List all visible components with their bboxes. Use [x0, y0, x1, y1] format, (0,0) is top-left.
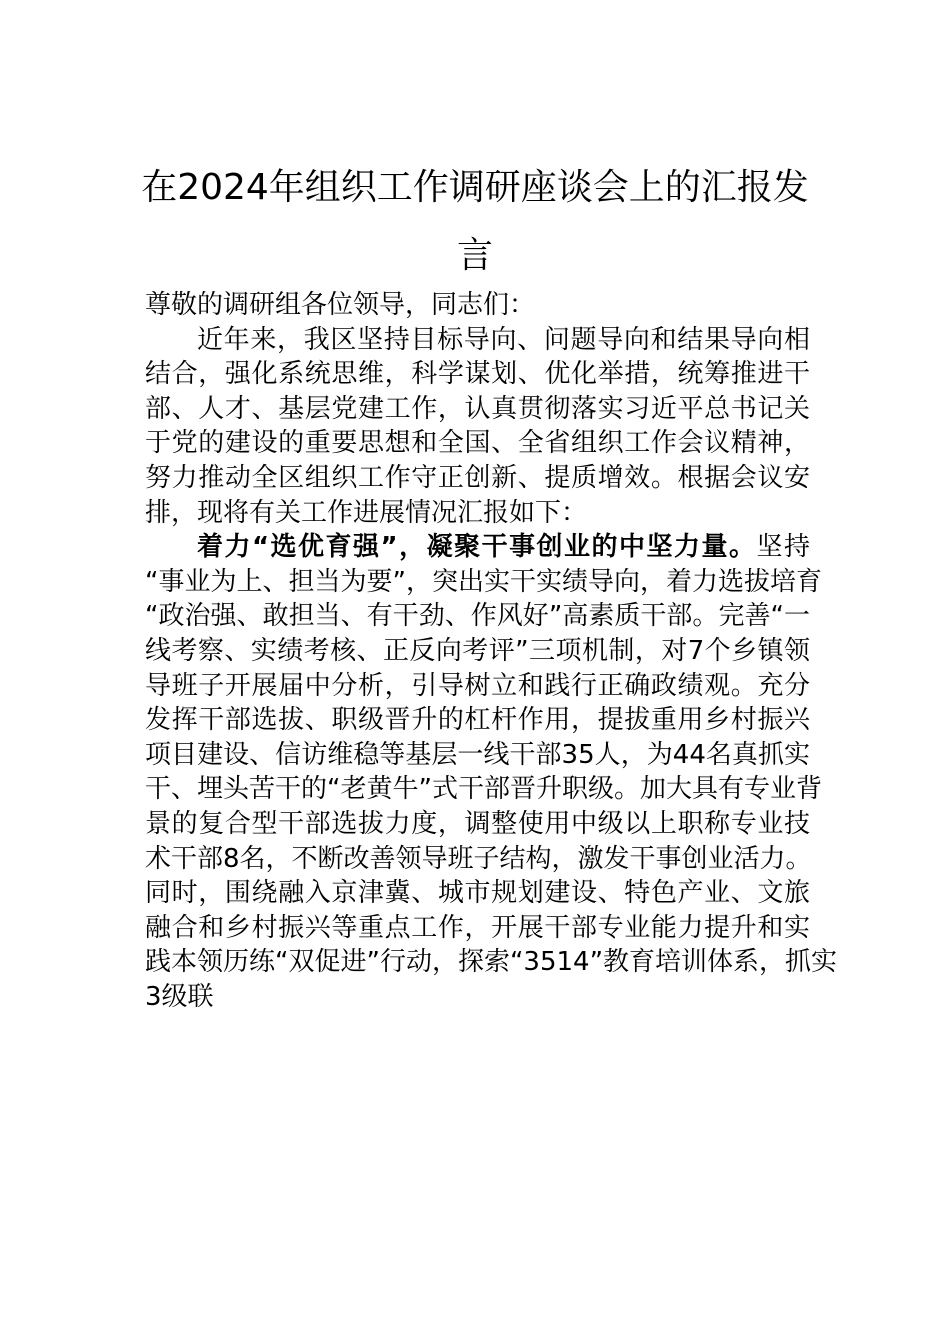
paragraph-line: 于党的建设的重要思想和全国、全省组织工作会议精神， [145, 428, 810, 459]
paragraph-line: “政治强、敢担当、有干劲、作风好”高素质干部。完善“一 [145, 601, 810, 632]
paragraph-line: 结合，强化系统思维，科学谋划、优化举措，统筹推进干 [145, 359, 810, 390]
paragraph-line: 排，现将有关工作进展情况汇报如下： [145, 497, 588, 528]
paragraph-line: “事业为上、担当为要”，突出实干实绩导向，着力选拔培育 [145, 566, 822, 597]
paragraph-line: 努力推动全区组织工作守正创新、提质增效。根据会议安 [145, 462, 810, 493]
paragraph-line: 项目建设、信访维稳等基层一线干部35人，为44名真抓实 [145, 739, 810, 770]
paragraph-heading: 着力“选优育强”，凝聚干事创业的中坚力量。 [197, 532, 757, 563]
paragraph-line: 术干部8名，不断改善领导班子结构，激发干事创业活力。 [145, 843, 812, 874]
salutation: 尊敬的调研组各位领导，同志们： [145, 290, 536, 320]
paragraph-line: 践本领历练“双促进”行动，探索“3514”教育培训体系，抓实 [145, 947, 838, 978]
paragraph-line: 融合和乡村振兴等重点工作，开展干部专业能力提升和实 [145, 912, 810, 943]
paragraph-line: 导班子开展届中分析，引导树立和践行正确政绩观。充分 [145, 670, 810, 701]
paragraph-line: 干、埋头苦干的“老黄牛”式干部晋升职级。加大具有专业背 [145, 774, 822, 805]
paragraph-line: 同时，围绕融入京津冀、城市规划建设、特色产业、文旅 [145, 878, 810, 909]
paragraph-line: 3级联 [145, 981, 214, 1012]
document-title-line-2: 言 [456, 235, 493, 276]
document-title-line-1: 在2024年组织工作调研座谈会上的汇报发 [141, 167, 809, 208]
paragraph-intro [145, 323, 810, 531]
paragraph-line: 部、人才、基层党建工作，认真贯彻落实习近平总书记关 [145, 393, 810, 424]
paragraph-line: 发挥干部选拔、职级晋升的杠杆作用，提拔重用乡村振兴 [145, 705, 810, 736]
paragraph-line: 近年来，我区坚持目标导向、问题导向和结果导向相 [197, 324, 810, 355]
paragraph-line: 景的复合型干部选拔力度，调整使用中级以上职称专业技 [145, 808, 810, 839]
paragraph-cadre-selection [145, 530, 838, 1014]
paragraph-line: 线考察、实绩考核、正反向考评”三项机制，对7个乡镇领 [145, 635, 810, 666]
paragraph-line [145, 530, 810, 565]
document-body [145, 288, 838, 1014]
paragraph-text: 坚持 [756, 532, 810, 563]
